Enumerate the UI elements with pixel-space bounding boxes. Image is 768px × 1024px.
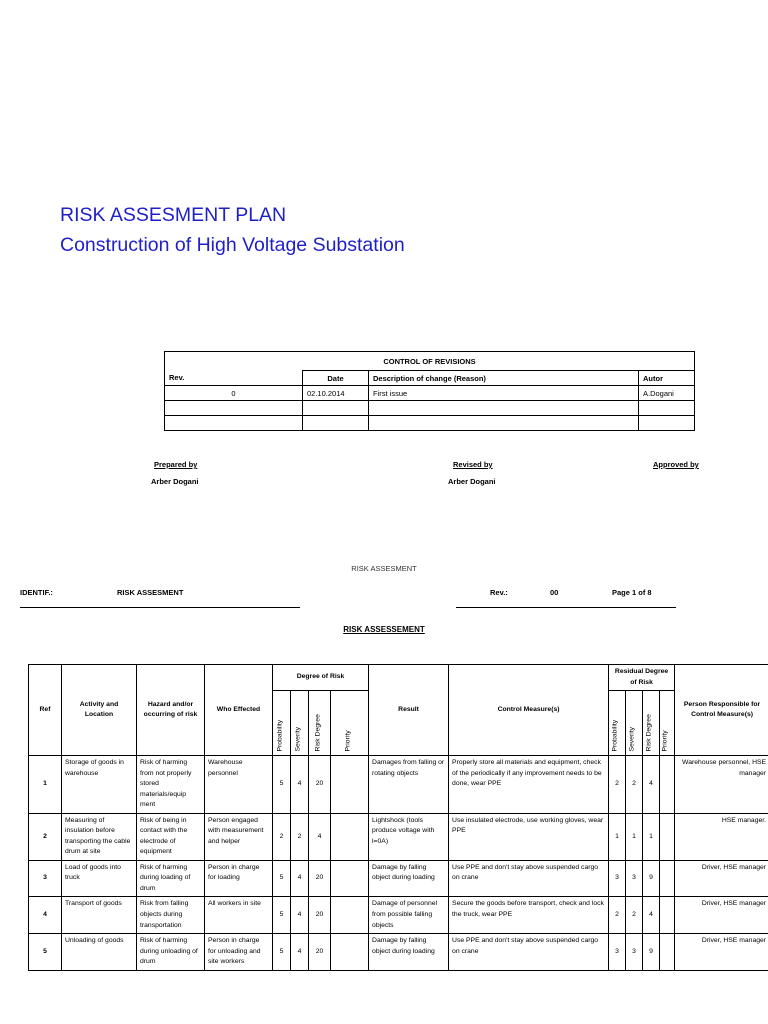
activity-cell: Storage of goods in warehouse xyxy=(62,756,137,814)
risk-row xyxy=(29,860,768,897)
residual-probability-cell: 2 xyxy=(609,897,626,934)
identif-label: IDENTIF.: xyxy=(20,588,53,597)
rev-value: 00 xyxy=(550,588,559,597)
severity-cell: 2 xyxy=(291,813,309,860)
residual-priority-header xyxy=(660,691,675,756)
result-cell: Damages from falling or rotating objects xyxy=(369,756,449,814)
date-header: Date xyxy=(303,371,369,386)
document-title: RISK ASSESMENT PLAN xyxy=(60,204,287,226)
rev-header: Rev. xyxy=(165,371,303,386)
residual-risk-degree-cell: 9 xyxy=(643,934,660,971)
responsible-cell: Driver, HSE manager xyxy=(675,897,768,934)
autor-header: Autor xyxy=(639,371,695,386)
revision-row xyxy=(165,386,695,401)
severity-cell: 4 xyxy=(291,934,309,971)
result-cell: Lightshock (tools produce voltage with l=0A) xyxy=(369,813,449,860)
residual-risk-degree-cell: 4 xyxy=(643,756,660,814)
risk-degree-header-label: Risk Degree xyxy=(313,713,321,752)
risk-degree-cell: 4 xyxy=(309,813,331,860)
section-title: RISK ASSESSEMENT xyxy=(343,625,425,634)
residual-risk-degree-header xyxy=(643,691,660,756)
result-cell: Damage of personnel from possible falling objects xyxy=(369,897,449,934)
who-effected-cell: Person engaged with measurement and helper xyxy=(205,813,273,860)
who-effected-cell: Person in charge for unloading and site workers xyxy=(205,934,273,971)
revision-cell: 02.10.2014 xyxy=(303,386,369,401)
risk-ref-cell: 1 xyxy=(29,756,62,814)
who-effected-cell: All workers in site xyxy=(205,897,273,934)
priority-cell xyxy=(331,756,369,814)
residual-severity-cell: 3 xyxy=(626,860,643,897)
result-header: Result xyxy=(369,665,449,756)
hazard-cell: Risk of harming from not properly stored materials/equip ment xyxy=(137,756,205,814)
hazard-cell: Risk from falling objects during transportation xyxy=(137,897,205,934)
residual-severity-cell: 2 xyxy=(626,756,643,814)
responsible-header: Person Responsible for Control Measure(s) xyxy=(675,665,768,756)
severity-cell: 4 xyxy=(291,897,309,934)
hazard-cell: Risk of harming during unloading of drum xyxy=(137,934,205,971)
risk-degree-header xyxy=(309,691,331,756)
priority-cell xyxy=(331,934,369,971)
page-number: Page 1 of 8 xyxy=(612,588,652,597)
prepared-by-name: Arber Dogani xyxy=(151,477,199,486)
residual-severity-header xyxy=(626,691,643,756)
residual-risk-degree-label: Risk Degree xyxy=(645,713,653,752)
activity-cell: Measuring of insulation before transporting the cable drum at site xyxy=(62,813,137,860)
risk-row xyxy=(29,756,768,814)
revisions-caption: CONTROL OF REVISIONS xyxy=(165,352,695,371)
revision-cell: First issue xyxy=(369,386,639,401)
hazard-cell: Risk of being in contact with the electrode of equipment xyxy=(137,813,205,860)
priority-cell xyxy=(331,897,369,934)
revision-cell xyxy=(639,401,695,416)
residual-priority-cell xyxy=(660,756,675,814)
risk-ref-cell: 2 xyxy=(29,813,62,860)
revision-cell xyxy=(165,401,303,416)
residual-priority-cell xyxy=(660,860,675,897)
header-divider xyxy=(20,607,300,608)
revision-cell xyxy=(369,401,639,416)
residual-probability-cell: 3 xyxy=(609,860,626,897)
residual-priority-cell xyxy=(660,813,675,860)
residual-probability-label: Probability xyxy=(611,719,619,752)
risk-ref-cell: 5 xyxy=(29,934,62,971)
hazard-header: Hazard and/or occurring of risk xyxy=(137,665,205,756)
document-subtitle: Construction of High Voltage Substation xyxy=(60,234,405,256)
risk-row xyxy=(29,897,768,934)
revision-cell xyxy=(165,416,303,431)
responsible-cell: Driver, HSE manager xyxy=(675,860,768,897)
severity-header xyxy=(291,691,309,756)
residual-severity-cell: 2 xyxy=(626,897,643,934)
residual-priority-label: Priority xyxy=(661,729,669,752)
probability-cell: 5 xyxy=(273,934,291,971)
probability-cell: 5 xyxy=(273,860,291,897)
revision-row xyxy=(165,401,695,416)
revision-row xyxy=(165,416,695,431)
revision-cell xyxy=(369,416,639,431)
revised-by-label: Revised by xyxy=(453,460,493,469)
risk-row xyxy=(29,934,768,971)
revision-cell xyxy=(303,416,369,431)
control-measure-cell: Use insulated electrode, use working gloves, wear PPE xyxy=(449,813,609,860)
residual-probability-header xyxy=(609,691,626,756)
severity-cell: 4 xyxy=(291,860,309,897)
revision-cell xyxy=(303,401,369,416)
revisions-table xyxy=(164,351,695,431)
residual-risk-degree-cell: 9 xyxy=(643,860,660,897)
priority-header-label: Priority xyxy=(343,729,351,752)
page-header-title: RISK ASSESMENT xyxy=(351,564,417,573)
risk-table xyxy=(28,664,768,971)
severity-cell: 4 xyxy=(291,756,309,814)
residual-risk-degree-cell: 1 xyxy=(643,813,660,860)
activity-cell: Transport of goods xyxy=(62,897,137,934)
risk-degree-cell: 20 xyxy=(309,860,331,897)
who-effected-cell: Warehouse personnel xyxy=(205,756,273,814)
priority-cell xyxy=(331,860,369,897)
risk-degree-cell: 20 xyxy=(309,934,331,971)
residual-priority-cell xyxy=(660,897,675,934)
control-header: Control Measure(s) xyxy=(449,665,609,756)
risk-row xyxy=(29,813,768,860)
revision-cell xyxy=(639,416,695,431)
residual-severity-cell: 3 xyxy=(626,934,643,971)
result-cell: Damage by falling object during loading xyxy=(369,860,449,897)
probability-cell: 5 xyxy=(273,897,291,934)
responsible-cell: Driver, HSE manager xyxy=(675,934,768,971)
approved-by-label: Approved by xyxy=(653,460,699,469)
responsible-cell: HSE manager. xyxy=(675,813,768,860)
ref-header: Ref xyxy=(29,665,62,756)
residual-risk-degree-cell: 4 xyxy=(643,897,660,934)
revision-cell: 0 xyxy=(165,386,303,401)
description-header: Description of change (Reason) xyxy=(369,371,639,386)
revision-cell: A.Dogani xyxy=(639,386,695,401)
control-measure-cell: Use PPE and don't stay above suspended cargo on crane xyxy=(449,860,609,897)
priority-cell xyxy=(331,813,369,860)
probability-cell: 5 xyxy=(273,756,291,814)
activity-cell: Load of goods into truck xyxy=(62,860,137,897)
residual-probability-cell: 2 xyxy=(609,756,626,814)
residual-severity-cell: 1 xyxy=(626,813,643,860)
who-header: Who Effected xyxy=(205,665,273,756)
residual-probability-cell: 3 xyxy=(609,934,626,971)
responsible-cell: Warehouse personnel, HSE manager xyxy=(675,756,768,814)
residual-severity-label: Severity xyxy=(628,726,636,752)
priority-header xyxy=(331,691,369,756)
control-measure-cell: Properly store all materials and equipment, check of the periodically if any improvement needs to be done, wear PPE xyxy=(449,756,609,814)
control-measure-cell: Secure the goods before transport, check and lock the truck, wear PPE xyxy=(449,897,609,934)
identif-value: RISK ASSESMENT xyxy=(117,588,184,597)
hazard-cell: Risk of harming during loading of drum xyxy=(137,860,205,897)
probability-cell: 2 xyxy=(273,813,291,860)
risk-degree-cell: 20 xyxy=(309,897,331,934)
activity-header: Activity and Location xyxy=(62,665,137,756)
who-effected-cell: Person in charge for loading xyxy=(205,860,273,897)
risk-degree-cell: 20 xyxy=(309,756,331,814)
result-cell: Damage by falling object during loading xyxy=(369,934,449,971)
prepared-by-label: Prepared by xyxy=(154,460,198,469)
activity-cell: Unloading of goods xyxy=(62,934,137,971)
residual-header: Residual Degree of Risk xyxy=(609,665,675,691)
header-divider xyxy=(456,607,676,608)
risk-ref-cell: 3 xyxy=(29,860,62,897)
risk-ref-cell: 4 xyxy=(29,897,62,934)
residual-priority-cell xyxy=(660,934,675,971)
severity-header-label: Severity xyxy=(293,726,301,752)
rev-label: Rev.: xyxy=(490,588,508,597)
control-measure-cell: Use PPE and don't stay above suspended cargo on crane xyxy=(449,934,609,971)
revised-by-name: Arber Dogani xyxy=(448,477,496,486)
probability-header-label: Probability xyxy=(275,719,283,752)
degree-header: Degree of Risk xyxy=(273,665,369,691)
probability-header xyxy=(273,691,291,756)
residual-probability-cell: 1 xyxy=(609,813,626,860)
